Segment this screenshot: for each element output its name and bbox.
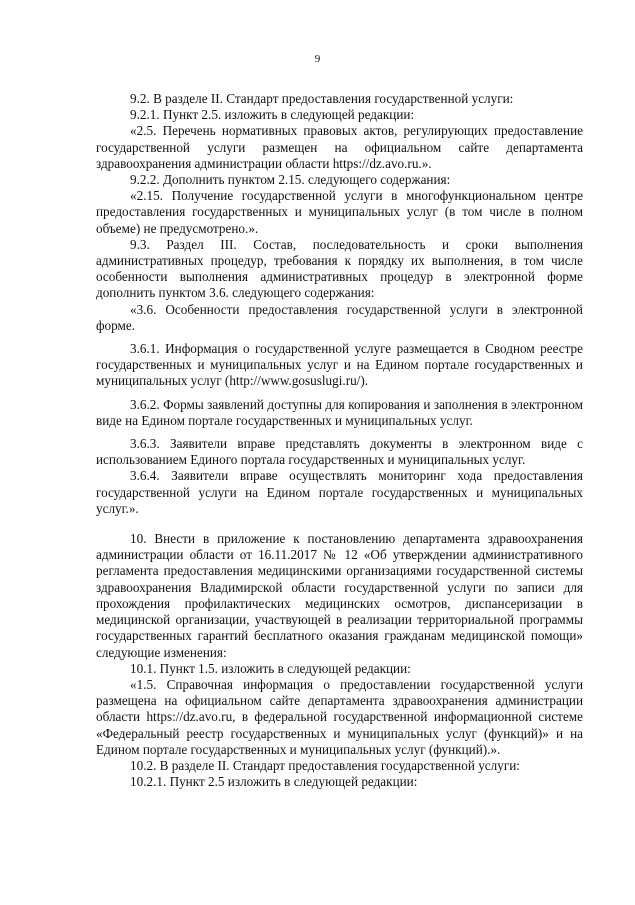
spacer (96, 429, 583, 436)
paragraph: 9.2. В разделе II. Стандарт предоставления государственной услуги: (130, 91, 514, 106)
page-number: 9 (314, 53, 321, 65)
spacer (96, 334, 583, 341)
paragraph: 3.6.4. Заявители вправе осуществлять мониторинг хода предоставления государственной услуги на Едином портале государственных и муниципальных услуг.». (96, 468, 583, 516)
spacer (96, 390, 583, 397)
paragraph: 10.1. Пункт 1.5. изложить в следующей редакции: (130, 660, 411, 676)
paragraph: 9.3. Раздел III. Состав, последовательность и сроки выполнения административных процедур, требования к порядку их выполнения, в том числе особенности выполнения административных процедур в электронной форме дополнить пунктом 3.6. следующего содержания: (96, 236, 583, 301)
paragraph: «2.15. Получение государственной услуги в многофункциональном центре предоставления государственных и муниципальных услуг (в том числе в полном объеме) не предусмотрено.». (96, 188, 583, 236)
paragraph: «2.5. Перечень нормативных правовых актов, регулирующих предоставление государственной услуги размещен на официальном сайте департамента здравоохранения администрации области https://dz.avo.ru.». (96, 123, 583, 171)
paragraph: 3.6.1. Информация о государственной услуге размещается в Сводном реестре государственных и муниципальных услуг и на Едином портале государственных и муниципальных услуг (http://www.gosuslugi.ru/). (96, 341, 583, 389)
paragraph: 3.6.3. Заявители вправе представлять документы в электронном виде с использованием Единого портала государственных и муниципальных услуг. (96, 436, 583, 468)
paragraph: 10.2. В разделе II. Стандарт предоставления государственной услуги: (130, 757, 520, 773)
paragraph: 3.6.2. Формы заявлений доступны для копирования и заполнения в электронном виде на Едином портале государственных и муниципальных услуг. (96, 396, 583, 428)
paragraph: 9.2.2. Дополнить пунктом 2.15. следующего содержания: (130, 172, 451, 188)
spacer (96, 517, 583, 531)
paragraph: «1.5. Справочная информация о предоставлении государственной услуги размещена на официальном сайте департамента здравоохранения администрации области https://dz.avo.ru, в федеральной государственной информационной системе «Федеральный реестр государственных и муниципальных услуг (функций)» и на Едином портале государственных и муниципальных услуг (функций).». (96, 676, 583, 757)
paragraph: «3.6. Особенности предоставления государственной услуги в электронной форме. (96, 301, 583, 333)
paragraph: 10. Внести в приложение к постановлению департамента здравоохранения администрации области от 16.11.2017 № 12 «Об утверждении административного регламента предоставления медицинскими организациями государственной системы здравоохранения Владимирской области государственной услуги по записи для прохождения профилактических медицинских осмотров, диспансеризации в медицинской организации, участвующей в реализации территориальной программы государственных гарантий бесплатного оказания гражданам медицинской помощи» следующие изменения: (96, 531, 583, 660)
paragraph: 10.2.1. Пункт 2.5 изложить в следующей редакции: (130, 774, 418, 790)
paragraph: 9.2.1. Пункт 2.5. изложить в следующей редакции: (130, 107, 415, 123)
document-body (96, 91, 583, 790)
